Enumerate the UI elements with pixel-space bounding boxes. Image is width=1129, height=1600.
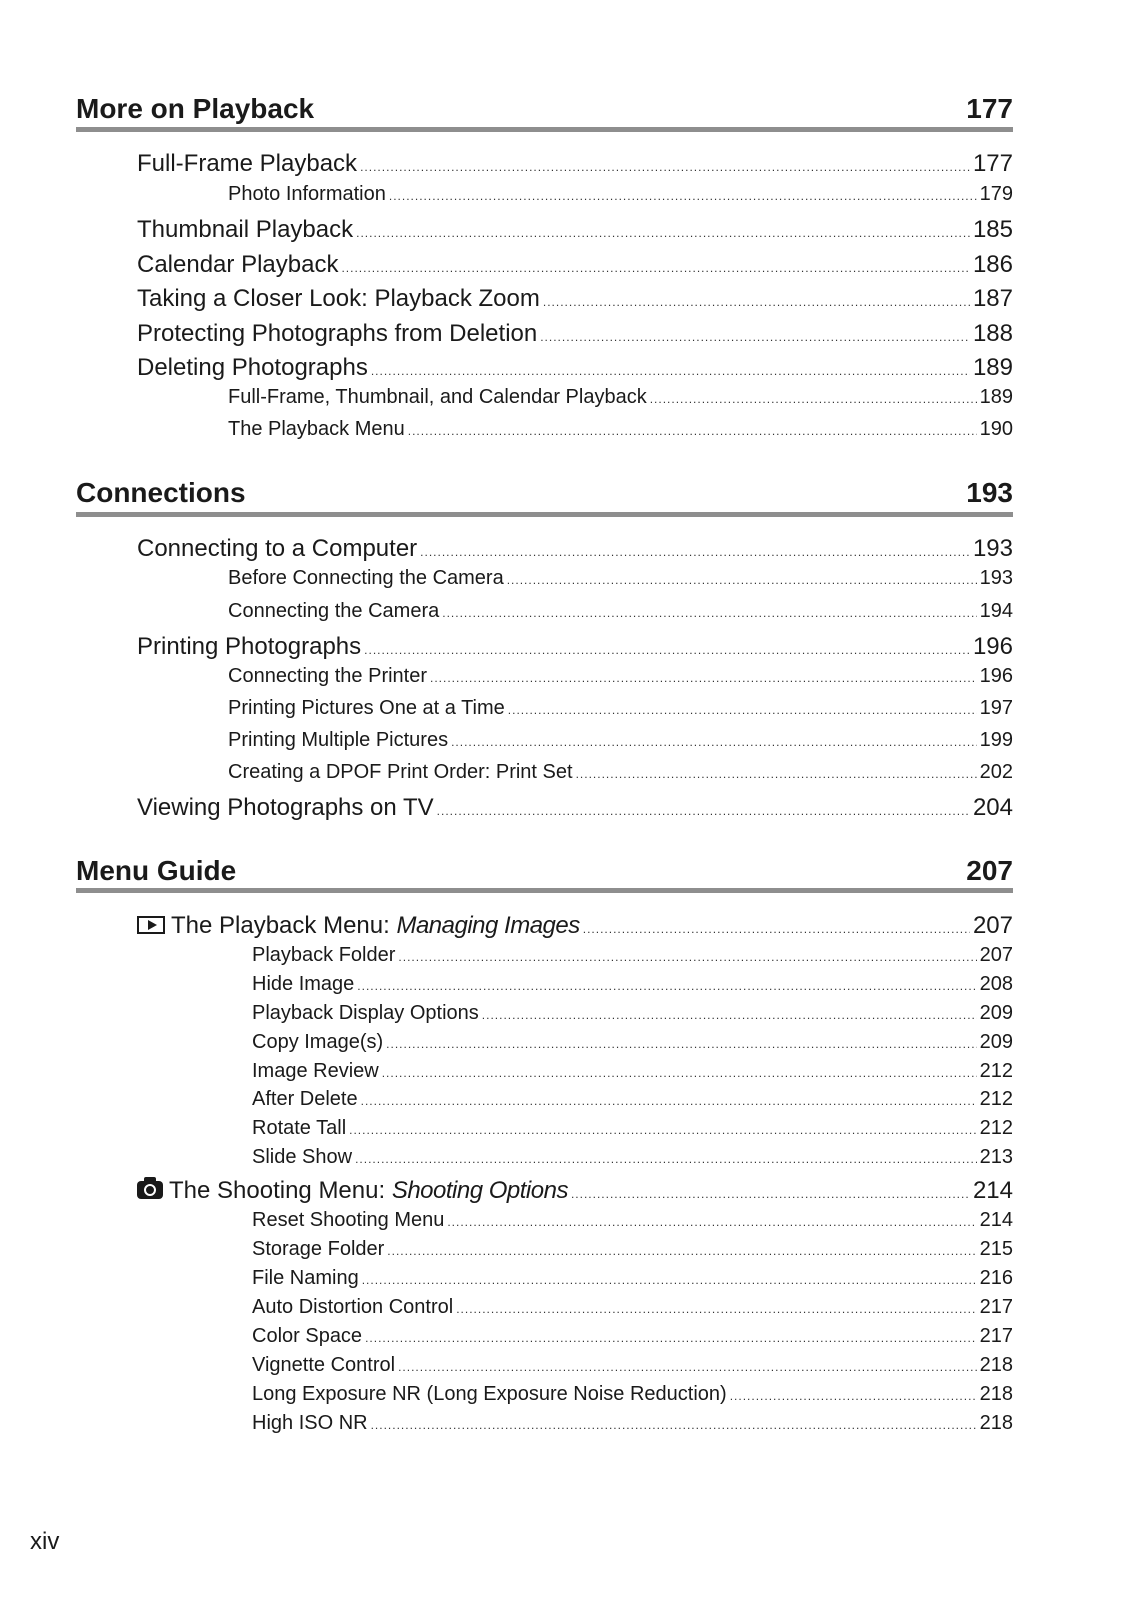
entry-label: Slide Show	[252, 1146, 353, 1168]
toc-entry[interactable]	[137, 794, 1013, 822]
toc-entry[interactable]	[228, 386, 1013, 409]
leader-dots	[355, 1152, 977, 1166]
entry-subtitle: Shooting Options	[391, 1177, 568, 1204]
section-page: 177	[966, 93, 1013, 124]
leader-dots	[371, 364, 970, 378]
entry-page: 202	[979, 761, 1013, 783]
toc-entry[interactable]	[252, 1031, 1013, 1054]
leader-dots	[420, 545, 970, 559]
leader-dots	[349, 1123, 976, 1137]
leader-dots	[360, 160, 970, 174]
entry-label: Playback Display Options	[252, 1002, 479, 1024]
camera-icon	[137, 1181, 163, 1199]
entry-label: File Naming	[252, 1267, 359, 1289]
entry-subtitle: Managing Images	[396, 912, 580, 939]
entry-page: 213	[979, 1146, 1013, 1168]
entry-label: Image Review	[252, 1060, 379, 1082]
entry-page: 193	[979, 567, 1013, 589]
toc-entry[interactable]	[228, 729, 1013, 752]
toc-entry[interactable]	[252, 1146, 1013, 1169]
entry-page: 209	[979, 1002, 1013, 1024]
toc-entry[interactable]	[137, 912, 1013, 940]
entry-label: Full-Frame, Thumbnail, and Calendar Playback	[228, 386, 647, 408]
entry-label: Thumbnail Playback	[137, 216, 354, 243]
toc-entry[interactable]	[252, 1002, 1013, 1025]
entry-page: 186	[972, 251, 1013, 278]
entry-label: Connecting to a Computer	[137, 535, 418, 562]
toc-entry[interactable]	[228, 183, 1013, 206]
entry-page: 190	[979, 418, 1013, 440]
entry-page: 218	[979, 1412, 1013, 1434]
toc-entry[interactable]	[228, 600, 1013, 623]
section-page: 207	[966, 855, 1013, 886]
leader-dots	[730, 1389, 977, 1403]
leader-dots	[398, 950, 976, 964]
section-rule	[76, 512, 1013, 517]
toc-entry[interactable]	[137, 1177, 1013, 1205]
leader-dots	[576, 767, 977, 781]
leader-dots	[430, 671, 977, 685]
entry-page: 189	[972, 354, 1013, 381]
leader-dots	[508, 703, 977, 717]
entry-label: Before Connecting the Camera	[228, 567, 504, 589]
toc-entry[interactable]	[137, 354, 1013, 382]
entry-label: The Playback Menu:	[171, 912, 397, 939]
section-title: Connections	[76, 477, 246, 508]
entry-page: 179	[979, 183, 1013, 205]
leader-dots	[356, 226, 970, 240]
toc-entry[interactable]	[252, 1209, 1013, 1232]
entry-page: 189	[979, 386, 1013, 408]
leader-dots	[408, 424, 977, 438]
entry-page: 212	[979, 1060, 1013, 1082]
entry-label: Storage Folder	[252, 1238, 385, 1260]
entry-label: Color Space	[252, 1325, 363, 1347]
leader-dots	[571, 1187, 970, 1201]
leader-dots	[364, 643, 970, 657]
entry-label: Printing Photographs	[137, 633, 362, 660]
toc-entry[interactable]	[252, 1383, 1013, 1406]
page-number: xiv	[30, 1528, 60, 1555]
entry-label: The Playback Menu	[228, 418, 405, 440]
section-rule	[76, 127, 1013, 132]
toc-entry[interactable]	[252, 1117, 1013, 1140]
entry-label: Printing Pictures One at a Time	[228, 697, 505, 719]
leader-dots	[650, 392, 977, 406]
entry-label: Long Exposure NR (Long Exposure Noise Reduction)	[252, 1383, 727, 1405]
entry-page: 199	[979, 729, 1013, 751]
entry-label: The Shooting Menu:	[169, 1177, 392, 1204]
section-heading-menu-guide	[76, 846, 1013, 886]
entry-page: 197	[979, 697, 1013, 719]
entry-page: 209	[979, 1031, 1013, 1053]
toc-entry[interactable]	[252, 1354, 1013, 1377]
section-title: More on Playback	[76, 93, 315, 124]
toc-entry[interactable]	[137, 216, 1013, 244]
leader-dots	[451, 735, 977, 749]
entry-label: After Delete	[252, 1088, 358, 1110]
entry-label: Copy Image(s)	[252, 1031, 384, 1053]
entry-label: Photo Information	[228, 183, 386, 205]
entry-label-group	[137, 912, 580, 940]
entry-page: 185	[972, 216, 1013, 243]
toc-entry[interactable]	[137, 633, 1013, 661]
leader-dots	[389, 189, 977, 203]
section-heading-more-on-playback	[76, 84, 1013, 124]
leader-dots	[507, 573, 977, 587]
leader-dots	[442, 606, 976, 620]
leader-dots	[382, 1066, 977, 1080]
leader-dots	[386, 1037, 976, 1051]
leader-dots	[398, 1360, 977, 1374]
toc-entry[interactable]	[228, 697, 1013, 720]
entry-page: 188	[972, 320, 1013, 347]
toc-entry[interactable]	[252, 1412, 1013, 1435]
entry-page: 196	[979, 665, 1013, 687]
entry-label: Auto Distortion Control	[252, 1296, 454, 1318]
entry-label: Vignette Control	[252, 1354, 396, 1376]
toc-entry[interactable]	[252, 944, 1013, 967]
entry-label: Full-Frame Playback	[137, 150, 358, 177]
entry-page: 215	[979, 1238, 1013, 1260]
leader-dots	[437, 804, 970, 818]
entry-page: 196	[972, 633, 1013, 660]
toc-entry[interactable]	[228, 761, 1013, 784]
entry-label: Deleting Photographs	[137, 354, 368, 381]
entry-label: Protecting Photographs from Deletion	[137, 320, 538, 347]
entry-page: 207	[979, 944, 1013, 966]
toc-entry[interactable]	[137, 535, 1013, 563]
entry-page: 217	[979, 1325, 1013, 1347]
leader-dots	[456, 1302, 976, 1316]
entry-page: 208	[979, 973, 1013, 995]
entry-label: Taking a Closer Look: Playback Zoom	[137, 285, 540, 312]
entry-page: 193	[972, 535, 1013, 562]
toc-entry[interactable]	[137, 320, 1013, 348]
toc-entry[interactable]	[137, 150, 1013, 178]
leader-dots	[583, 922, 970, 936]
leader-dots	[543, 295, 970, 309]
entry-page: 216	[979, 1267, 1013, 1289]
toc-entry[interactable]	[228, 567, 1013, 590]
entry-label: Reset Shooting Menu	[252, 1209, 445, 1231]
entry-page: 218	[979, 1383, 1013, 1405]
leader-dots	[482, 1008, 977, 1022]
section-page: 193	[966, 477, 1013, 508]
entry-page: 218	[979, 1354, 1013, 1376]
entry-label: Playback Folder	[252, 944, 396, 966]
entry-page: 217	[979, 1296, 1013, 1318]
leader-dots	[447, 1215, 976, 1229]
entry-page: 212	[979, 1117, 1013, 1139]
entry-page: 214	[972, 1177, 1013, 1204]
entry-page: 212	[979, 1088, 1013, 1110]
leader-dots	[341, 261, 970, 275]
leader-dots	[540, 330, 970, 344]
entry-label: Connecting the Printer	[228, 665, 428, 687]
entry-label: High ISO NR	[252, 1412, 368, 1434]
leader-dots	[371, 1418, 977, 1432]
playback-menu-icon	[137, 916, 165, 934]
section-heading-connections	[76, 468, 1013, 508]
entry-page: 194	[979, 600, 1013, 622]
toc-entry[interactable]	[252, 1296, 1013, 1319]
entry-label: Hide Image	[252, 973, 355, 995]
entry-page: 187	[972, 285, 1013, 312]
entry-label: Calendar Playback	[137, 251, 339, 278]
entry-label: Rotate Tall	[252, 1117, 347, 1139]
entry-label-group	[137, 1177, 568, 1205]
entry-page: 214	[979, 1209, 1013, 1231]
entry-label: Viewing Photographs on TV	[137, 794, 434, 821]
toc-entry[interactable]	[252, 1267, 1013, 1290]
entry-label: Printing Multiple Pictures	[228, 729, 449, 751]
section-title: Menu Guide	[76, 855, 237, 886]
leader-dots	[362, 1273, 977, 1287]
toc-entry[interactable]	[228, 418, 1013, 441]
entry-label: Connecting the Camera	[228, 600, 440, 622]
toc-entry[interactable]	[228, 665, 1013, 688]
toc-entry[interactable]	[252, 1060, 1013, 1083]
toc-entry[interactable]	[252, 1238, 1013, 1261]
leader-dots	[365, 1331, 977, 1345]
toc-entry[interactable]	[137, 285, 1013, 313]
entry-page: 177	[972, 150, 1013, 177]
section-rule	[76, 888, 1013, 893]
entry-label: Creating a DPOF Print Order: Print Set	[228, 761, 573, 783]
toc-entry[interactable]	[252, 1088, 1013, 1111]
leader-dots	[387, 1244, 976, 1258]
leader-dots	[357, 979, 976, 993]
toc-entry[interactable]	[252, 973, 1013, 996]
leader-dots	[361, 1094, 977, 1108]
entry-page: 204	[972, 794, 1013, 821]
toc-entry[interactable]	[252, 1325, 1013, 1348]
toc-entry[interactable]	[137, 251, 1013, 279]
entry-page: 207	[972, 912, 1013, 939]
